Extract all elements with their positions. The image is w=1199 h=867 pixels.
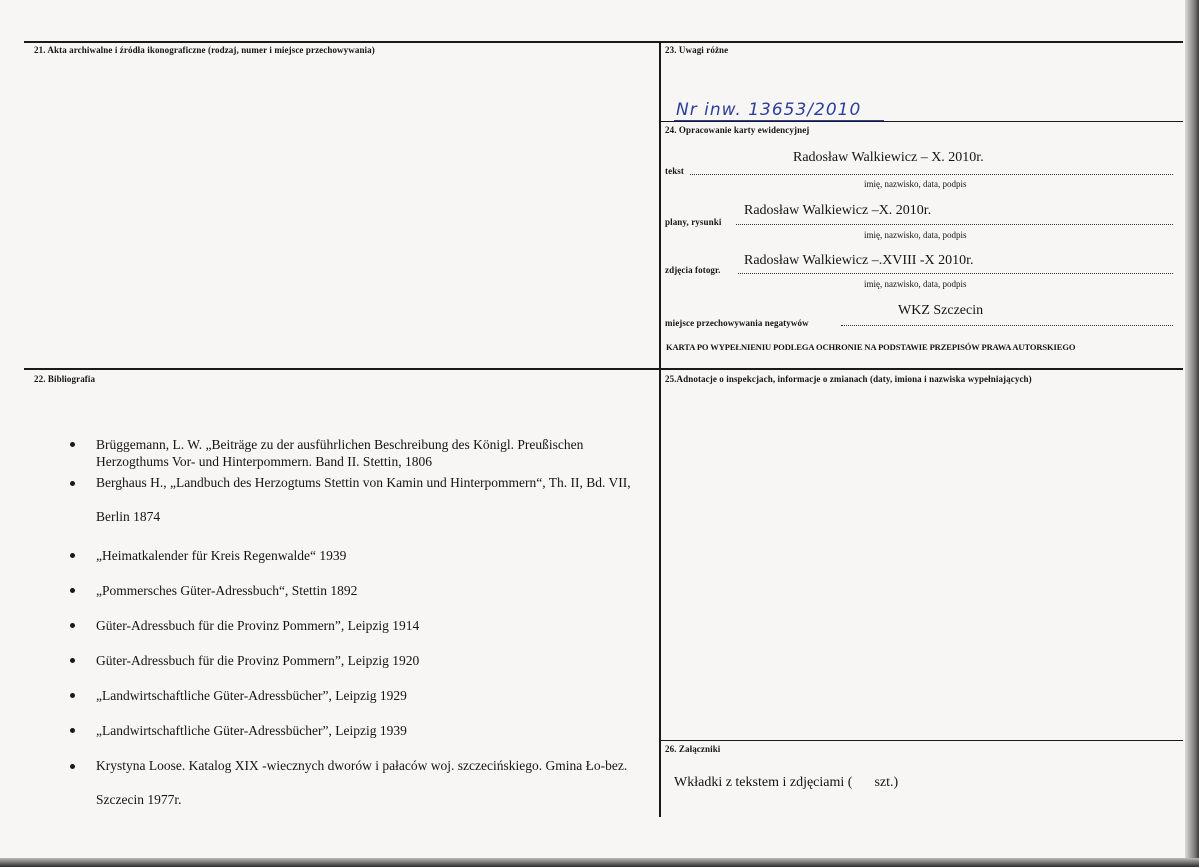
bullet-icon — [70, 658, 75, 663]
bullet-icon — [70, 588, 75, 593]
bullet-icon — [70, 764, 75, 769]
top-rule — [24, 41, 1183, 43]
copyright-notice: KARTA PO WYPEŁNIENIU PODLEGA OCHRONIE NA PODSTAWIE PRZEPISÓW PRAWA AUTORSKIEGO — [666, 342, 1076, 352]
attachments-suffix: szt.) — [874, 775, 899, 790]
section24-top-rule — [660, 121, 1183, 122]
negatives-location-value: WKZ Szczecin — [898, 303, 984, 318]
bibliography-item: Berghaus H., „Landbuch des Herzogtums Stettin von Kamin und Hinterpommern“, Th. II, Bd. VII, Berlin 1874 — [66, 466, 646, 534]
bibliography-item: „Landwirtschaftliche Güter-Adressbücher”, Leipzig 1929 — [66, 687, 646, 704]
bibliography-item: Krystyna Loose. Katalog XIX -wiecznych dworów i pałaców woj. szczecińskiego. Gmina Ło-bez. Szczecin 1977r. — [66, 749, 646, 817]
bibliography-item: „Landwirtschaftliche Güter-Adressbücher”, Leipzig 1939 — [66, 722, 646, 739]
section21-label: 21. Akta archiwalne i źródła ikonograficzne (rodzaj, numer i miejsce przechowywania) — [34, 45, 375, 55]
plans-hint: imię, nazwisko, data, podpis — [864, 230, 967, 240]
photos-field-label: zdjęcia fotogr. — [665, 265, 721, 275]
section22-label: 22. Bibliografia — [34, 374, 96, 384]
bullet-icon — [70, 623, 75, 628]
scan-shadow-bottom — [0, 858, 1199, 867]
bullet-icon — [70, 481, 75, 486]
scan-shadow-right — [1185, 0, 1199, 867]
photos-author-value: Radosław Walkiewicz –.XVIII -X 2010r. — [744, 253, 974, 268]
middle-rule — [24, 368, 1183, 370]
text-hint: imię, nazwisko, data, podpis — [864, 179, 967, 189]
section25-label: 25.Adnotacje o inspekcjach, informacje o zmianach (daty, imiona i nazwiska wypełniających) — [665, 374, 1032, 384]
bullet-icon — [70, 693, 75, 698]
attachments-prefix: Wkładki z tekstem i zdjęciami ( — [674, 775, 853, 790]
bibliography-item: Güter-Adressbuch für die Provinz Pommern”, Leipzig 1914 — [66, 617, 646, 634]
attachments-line — [674, 775, 898, 791]
bullet-icon — [70, 442, 75, 447]
bibliography-item: „Pommersches Güter-Adressbuch“, Stettin 1892 — [66, 582, 646, 599]
section26-top-rule — [660, 740, 1183, 741]
plans-field-label: plany, rysunki — [665, 217, 722, 227]
section23-label: 23. Uwagi różne — [665, 45, 729, 55]
section26-label: 26. Załączniki — [665, 744, 721, 754]
bullet-icon — [70, 728, 75, 733]
negatives-dotted-line — [841, 325, 1173, 326]
plans-dotted-line — [736, 224, 1173, 225]
photos-dotted-line — [738, 273, 1173, 274]
text-dotted-line — [690, 174, 1173, 175]
section24-label: 24. Opracowanie karty ewidencyjnej — [665, 125, 810, 135]
bibliography-list — [66, 436, 646, 817]
bibliography-item: „Heimatkalender für Kreis Regenwalde“ 1939 — [66, 547, 646, 564]
handwriting-underline — [674, 120, 884, 121]
photos-hint: imię, nazwisko, data, podpis — [864, 279, 967, 289]
plans-author-value: Radosław Walkiewicz –X. 2010r. — [744, 203, 932, 218]
bibliography-item: Güter-Adressbuch für die Provinz Pommern”, Leipzig 1920 — [66, 652, 646, 669]
bibliography-item: Brüggemann, L. W. „Beiträge zu der ausführlichen Beschreibung des Königl. Preußischen Herzogthums Vor- und Hinterpommern. Band II. Stettin, 1806 — [66, 436, 646, 470]
text-field-label: tekst — [665, 166, 684, 176]
text-author-value: Radosław Walkiewicz – X. 2010r. — [793, 150, 984, 165]
center-divider — [659, 41, 661, 817]
bullet-icon — [70, 553, 75, 558]
inventory-number-handwritten: Nr inw. 13653/2010 — [676, 100, 862, 120]
negatives-field-label: miejsce przechowywania negatywów — [665, 318, 809, 328]
